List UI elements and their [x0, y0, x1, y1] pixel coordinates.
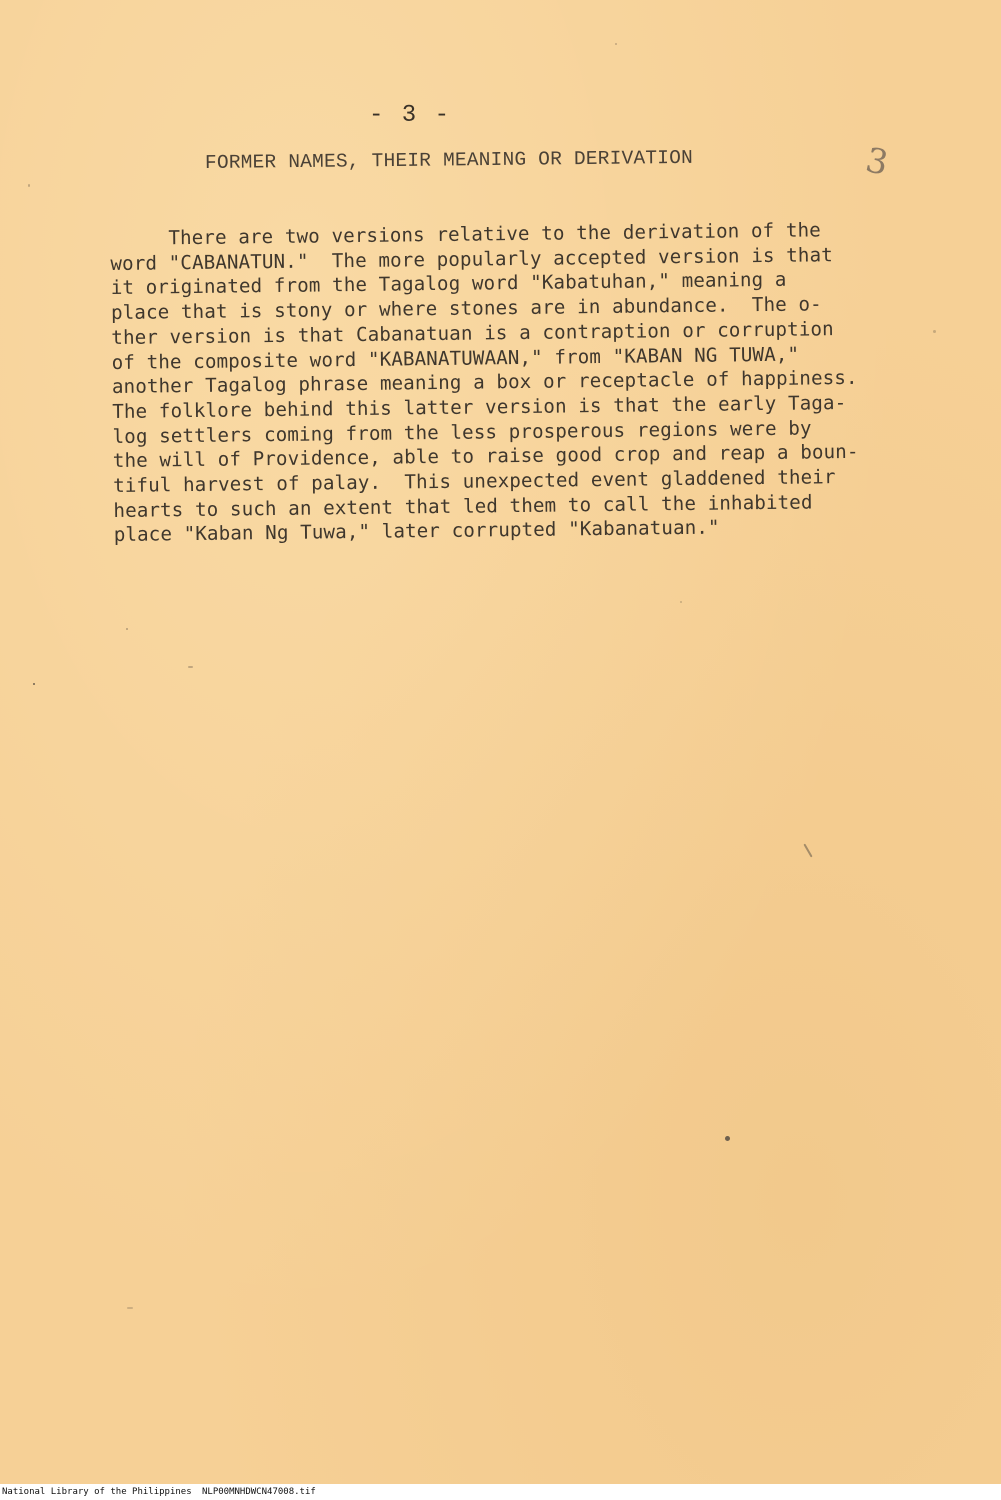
paper-speck — [126, 628, 128, 630]
paper-speck — [28, 184, 30, 187]
paper-speck — [933, 330, 936, 333]
handwritten-page-mark: 3 — [862, 140, 892, 184]
page-number: - 3 - — [368, 102, 451, 129]
paragraph-line: ther version is that Cabanatuan is a contraption or corruption — [111, 316, 834, 349]
paragraph-line: tiful harvest of palay. This unexpected event gladdened their — [113, 465, 836, 498]
paragraph-line: place that is stony or where stones are in abundance. The o- — [110, 292, 822, 325]
footer-filename: NLP00MNHDWCN47008.tif — [202, 1487, 316, 1497]
paper-speck — [680, 601, 682, 603]
scan-footer — [0, 1484, 1001, 1500]
paragraph-line: it originated from the Tagalog word "Kabatuhan," meaning a — [110, 268, 787, 300]
paper-speck — [33, 683, 35, 685]
section-heading: FORMER NAMES, THEIR MEANING OR DERIVATION — [204, 146, 694, 174]
paragraph-line: another Tagalog phrase meaning a box or receptacle of happiness. — [111, 366, 858, 399]
paper-speck — [803, 844, 812, 858]
paragraph-line: log settlers coming from the less prosperous regions were by — [112, 416, 812, 448]
paper-speck — [725, 1136, 730, 1141]
paper-speck — [127, 1307, 133, 1309]
paragraph-line: There are two versions relative to the derivation of the — [110, 218, 821, 250]
paragraph-line: the will of Providence, able to raise good crop and reap a boun- — [112, 440, 859, 473]
paper-speck — [188, 666, 193, 668]
footer-institution: National Library of the Philippines — [2, 1487, 192, 1497]
body-paragraph — [110, 218, 860, 548]
paragraph-line: of the composite word "KABANATUWAAN," from "KABAN NG TUWA," — [111, 342, 800, 374]
paragraph-line: hearts to such an extent that led them to call the inhabited — [113, 490, 813, 522]
paragraph-line: place "Kaban Ng Tuwa," later corrupted "Kabanatuan." — [113, 516, 720, 547]
paper-speck — [615, 43, 617, 45]
paragraph-line: word "CABANATUN." The more popularly accepted version is that — [110, 242, 833, 275]
paragraph-line: The folklore behind this latter version is that the early Taga- — [112, 390, 847, 423]
